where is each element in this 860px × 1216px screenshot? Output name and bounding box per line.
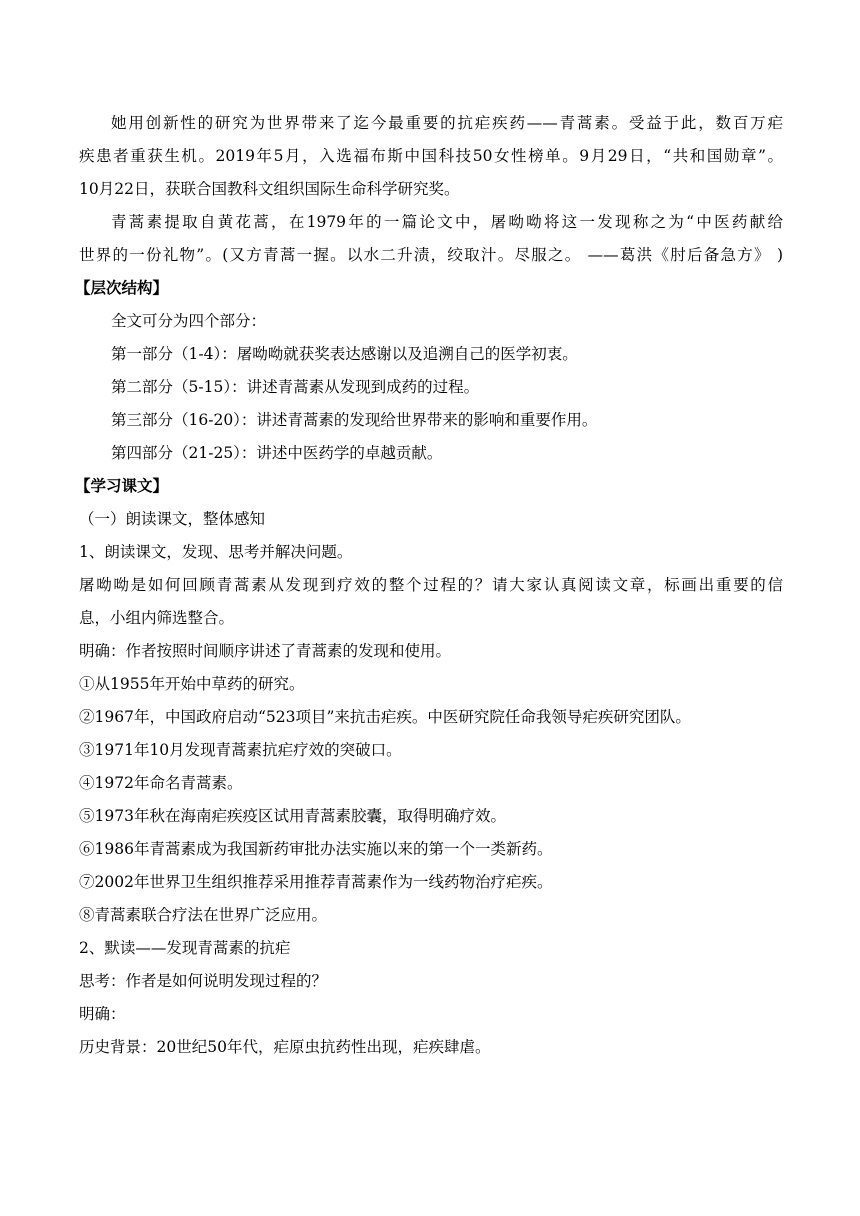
timeline-item: ⑦2002年世界卫生组织推荐采用推荐青蒿素作为一线药物治疗疟疾。: [79, 873, 553, 891]
structure-item: 第三部分（16-20）：讲述青蒿素的发现给世界带来的影响和重要作用。: [111, 411, 598, 429]
clarify-text: 明确：: [79, 1005, 126, 1023]
think-text: 思考：作者是如何说明发现过程的？: [79, 972, 328, 990]
structure-item: 全文可分为四个部分：: [111, 312, 267, 330]
timeline-item: ⑧青蒿素联合疗法在世界广泛应用。: [79, 906, 328, 924]
task-title: 1、朗读课文，发现、思考并解决问题。: [79, 543, 353, 561]
timeline-item: ⑤1973年秋在海南疟疾疫区试用青蒿素胶囊，取得明确疗效。: [79, 807, 506, 825]
timeline-item: ②1967年，中国政府启动“523项目”来抗击疟疾。中医研究院任命我领导疟疾研究团队。: [79, 708, 691, 726]
question-line-2: 息，小组内筛选整合。: [79, 609, 235, 627]
section-title: （一）朗读课文，整体感知: [79, 510, 266, 528]
structure-item: 第一部分（1-4）：屠呦呦就获奖表达感谢以及追溯自己的医学初衷。: [111, 345, 578, 363]
intro-paragraph-1-line-2: 疾患者重获生机。2019年5月，入选福布斯中国科技50女性榜单。9月29日，“共和国勋章”。: [79, 147, 783, 165]
document-page: [75, 107, 783, 1064]
structure-heading: 【层次结构】: [75, 279, 169, 297]
timeline-item: ④1972年命名青蒿素。: [79, 774, 243, 792]
timeline-item: ①从1955年开始中草药的研究。: [79, 675, 305, 693]
task-title: 2、默读——发现青蒿素的抗疟: [79, 939, 291, 957]
intro-paragraph-2-line-2: 世界的一份礼物”。(又方青蒿一握。以水二升渍，绞取汁。尽服之。 ——葛洪《肘后备急方》 ): [79, 246, 783, 264]
background-text: 历史背景：20世纪50年代，疟原虫抗药性出现，疟疾肆虐。: [79, 1038, 491, 1056]
question-line-1: 屠呦呦是如何回顾青蒿素从发现到疗效的整个过程的？请大家认真阅读文章，标画出重要的信: [79, 576, 783, 594]
intro-paragraph-1-line-1: 她用创新性的研究为世界带来了迄今最重要的抗疟疾药——青蒿素。受益于此，数百万疟: [111, 114, 783, 132]
structure-item: 第二部分（5-15）：讲述青蒿素从发现到成药的过程。: [111, 378, 480, 396]
timeline-item: ⑥1986年青蒿素成为我国新药审批办法实施以来的第一个一类新药。: [79, 840, 553, 858]
structure-item: 第四部分（21-25）：讲述中医药学的卓越贡献。: [111, 444, 443, 462]
study-heading: 【学习课文】: [75, 477, 169, 495]
intro-paragraph-1-line-3: 10月22日，获联合国教科文组织国际生命科学研究奖。: [79, 180, 460, 198]
timeline-item: ③1971年10月发现青蒿素抗疟疗效的突破口。: [79, 741, 402, 759]
clarify-text: 明确：作者按照时间顺序讲述了青蒿素的发现和使用。: [79, 642, 452, 660]
intro-paragraph-2-line-1: 青蒿素提取自黄花蒿，在1979年的一篇论文中，屠呦呦将这一发现称之为“中医药献给: [111, 213, 783, 231]
